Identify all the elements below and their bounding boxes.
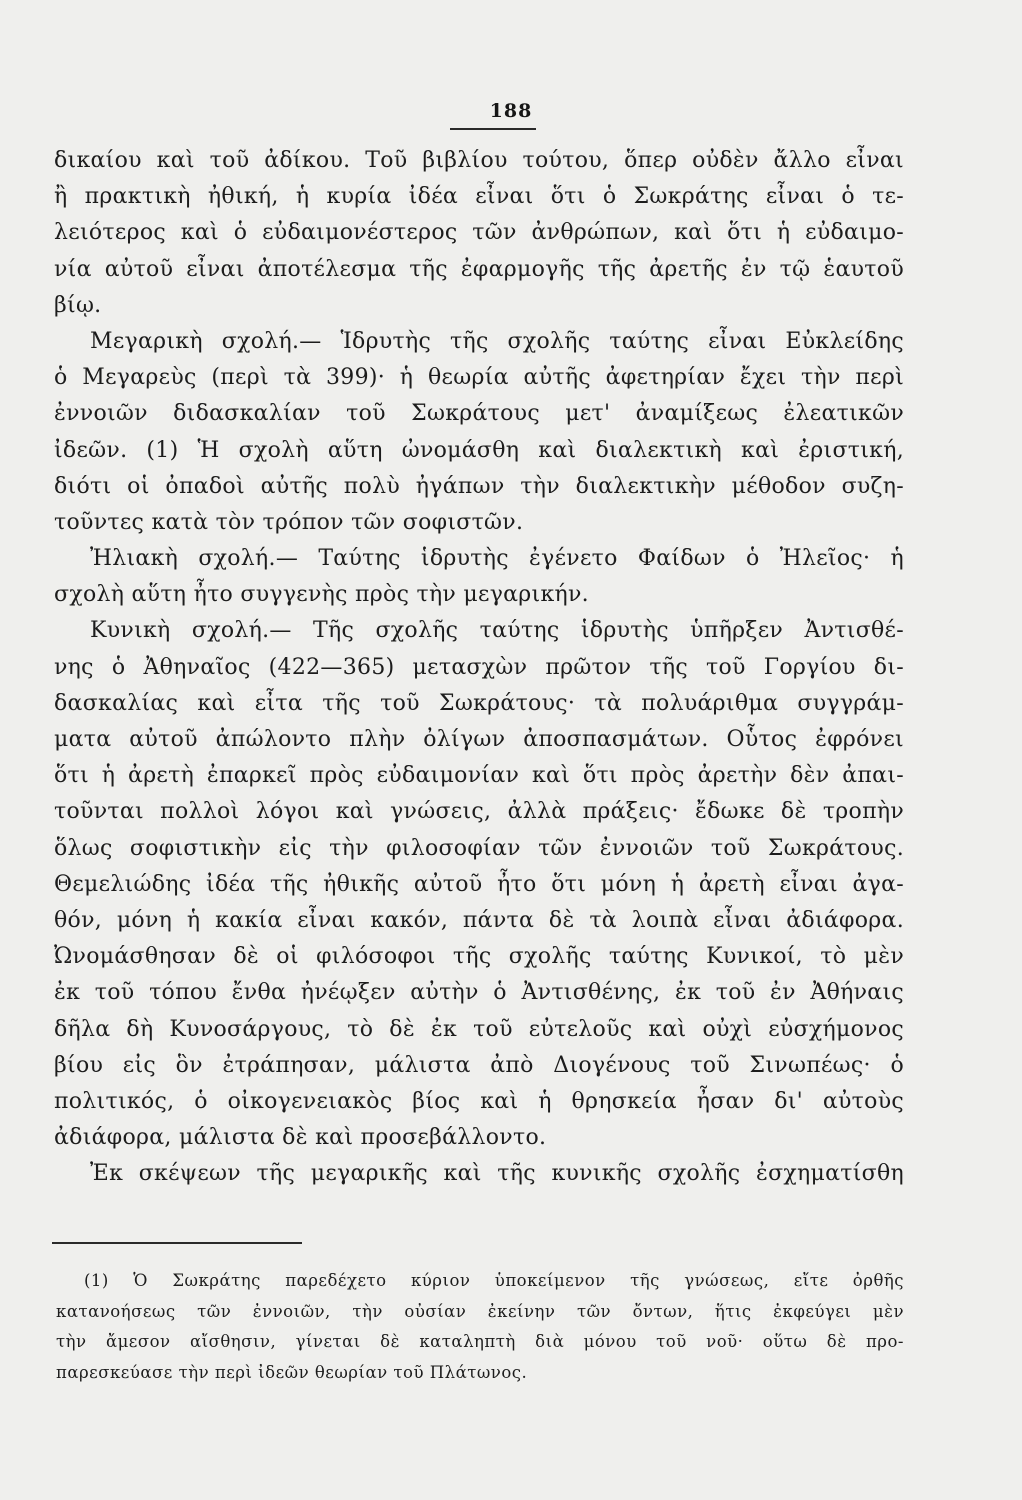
text-line: θόν, μόνη ἡ κακία εἶναι κακόν, πάντα δὲ τὰ λοιπὰ εἶναι ἀδιάφορα. bbox=[54, 907, 904, 933]
text-line: ἰδεῶν. (1) Ἡ σχολὴ αὕτη ὠνομάσθη καὶ διαλεκτικὴ καὶ ἐριστική, bbox=[54, 437, 904, 463]
footnote bbox=[56, 1266, 904, 1388]
header-rule bbox=[450, 128, 536, 130]
footnote-line: κατανοήσεως τῶν ἐννοιῶν, τὴν οὐσίαν ἐκείνην τῶν ὄντων, ἥτις ἐκφεύγει μὲν bbox=[56, 1301, 904, 1321]
text-line: Ὠνομάσθησαν δὲ οἱ φιλόσοφοι τῆς σχολῆς ταύτης Κυνικοί, τὸ μὲν bbox=[54, 944, 904, 970]
text-line: δῆλα δὴ Κυνοσάργους, τὸ δὲ ἐκ τοῦ εὐτελοῦς καὶ οὐχὶ εὐσχήμονος bbox=[54, 1016, 904, 1042]
text-line: ἢ πρακτικὴ ἠθική, ἡ κυρία ἰδέα εἶναι ὅτι ὁ Σωκράτης εἶναι ὁ τε- bbox=[54, 184, 904, 210]
text-line: τοῦνται πολλοὶ λόγοι καὶ γνώσεις, ἀλλὰ πράξεις· ἔδωκε δὲ τροπὴν bbox=[54, 799, 904, 825]
text-line: νία αὐτοῦ εἶναι ἀποτέλεσμα τῆς ἐφαρμογῆς τῆς ἀρετῆς ἐν τῷ ἑαυτοῦ bbox=[54, 256, 904, 282]
text-line: σχολὴ αὕτη ἦτο συγγενὴς πρὸς τὴν μεγαρικήν. bbox=[54, 582, 589, 608]
text-line: Ἐκ σκέψεων τῆς μεγαρικῆς καὶ τῆς κυνικῆς σχολῆς ἐσχηματίσθη bbox=[90, 1161, 904, 1187]
footnote-line: παρεσκεύασε τὴν περὶ ἰδεῶν θεωρίαν τοῦ Πλάτωνος. bbox=[56, 1362, 528, 1382]
body-text bbox=[54, 143, 904, 1192]
text-line: βίῳ. bbox=[54, 292, 102, 318]
footnote-line: τὴν ἄμεσον αἴσθησιν, γίνεται δὲ καταληπτὴ διὰ μόνου τοῦ νοῦ· οὕτω δὲ προ- bbox=[56, 1332, 904, 1351]
text-line: ὅτι ἡ ἀρετὴ ἐπαρκεῖ πρὸς εὐδαιμονίαν καὶ ὅτι πρὸς ἀρετὴν δὲν ἀπαι- bbox=[54, 763, 904, 789]
footnote-rule bbox=[52, 1242, 302, 1244]
text-line: λειότερος καὶ ὁ εὐδαιμονέστερος τῶν ἀνθρώπων, καὶ ὅτι ἡ εὐδαιμο- bbox=[54, 220, 904, 246]
text-line: ἐννοιῶν διδασκαλίαν τοῦ Σωκράτους μετ' ἀναμίξεως ἐλεατικῶν bbox=[54, 401, 904, 427]
text-line: Ἠλιακὴ σχολή.— Ταύτης ἱδρυτὴς ἐγένετο Φαίδων ὁ Ἠλεῖος· ἡ bbox=[90, 546, 904, 572]
footnote-line: (1) Ὁ Σωκράτης παρεδέχετο κύριον ὑποκείμενον τῆς γνώσεως, εἴτε ὀρθῆς bbox=[84, 1271, 904, 1290]
text-line: ἀδιάφορα, μάλιστα δὲ καὶ προσεβάλλοντο. bbox=[54, 1125, 547, 1151]
text-line: δικαίου καὶ τοῦ ἀδίκου. Τοῦ βιβλίου τούτου, ὅπερ οὐδὲν ἄλλο εἶναι bbox=[54, 148, 904, 173]
text-line: ὁ Μεγαρεὺς (περὶ τὰ 399)· ἡ θεωρία αὐτῆς ἀφετηρίαν ἔχει τὴν περὶ bbox=[54, 365, 904, 391]
text-line: Κυνικὴ σχολή.— Τῆς σχολῆς ταύτης ἱδρυτὴς ὑπῆρξεν Ἀντισθέ- bbox=[90, 618, 904, 644]
text-line: Θεμελιώδης ἰδέα τῆς ἠθικῆς αὐτοῦ ἦτο ὅτι μόνη ἡ ἀρετὴ εἶναι ἀγα- bbox=[54, 871, 904, 897]
text-line: ἐκ τοῦ τόπου ἔνθα ἠνέῳξεν αὐτὴν ὁ Ἀντισθένης, ἐκ τοῦ ἐν Ἀθήναις bbox=[54, 980, 904, 1006]
text-line: διότι οἱ ὀπαδοὶ αὐτῆς πολὺ ἠγάπων τὴν διαλεκτικὴν μέθοδον συζη- bbox=[54, 473, 904, 499]
text-line: ὅλως σοφιστικὴν εἰς τὴν φιλοσοφίαν τῶν ἐννοιῶν τοῦ Σωκράτους. bbox=[54, 835, 904, 861]
text-line: τοῦντες κατὰ τὸν τρόπον τῶν σοφιστῶν. bbox=[54, 509, 524, 535]
text-line: ματα αὐτοῦ ἀπώλοντο πλὴν ὀλίγων ἀποσπασμάτων. Οὗτος ἐφρόνει bbox=[54, 727, 904, 752]
page-number: 188 bbox=[489, 100, 533, 122]
text-line: νης ὁ Ἀθηναῖος (422—365) μετασχὼν πρῶτον τῆς τοῦ Γοργίου δι- bbox=[54, 654, 904, 680]
text-line: δασκαλίας καὶ εἶτα τῆς τοῦ Σωκράτους· τὰ πολυάριθμα συγγράμ- bbox=[54, 690, 904, 716]
text-line: πολιτικός, ὁ οἰκογενειακὸς βίος καὶ ἡ θρησκεία ἦσαν δι' αὐτοὺς bbox=[54, 1088, 904, 1114]
text-line: Μεγαρικὴ σχολή.— Ἱδρυτὴς τῆς σχολῆς ταύτης εἶναι Εὐκλείδης bbox=[90, 328, 904, 354]
text-line: βίου εἰς ὃν ἐτράπησαν, μάλιστα ἀπὸ Διογένους τοῦ Σινωπέως· ὁ bbox=[54, 1052, 904, 1078]
